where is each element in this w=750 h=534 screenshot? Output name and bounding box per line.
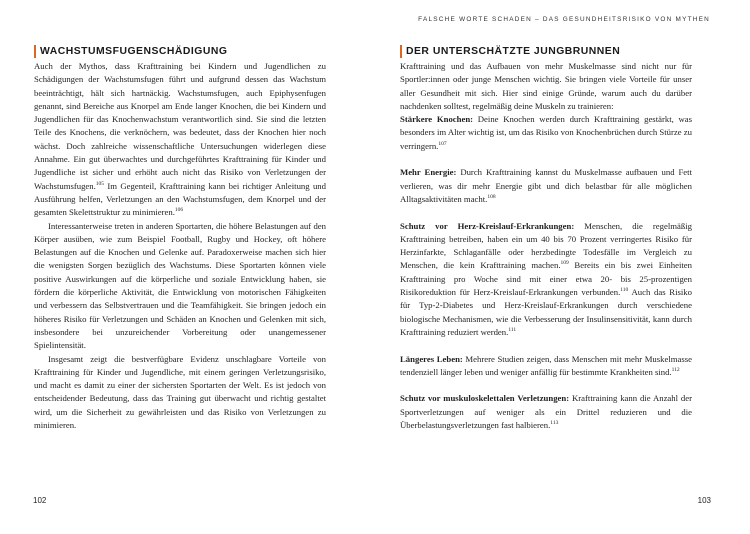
body-paragraph <box>34 60 326 220</box>
spacer <box>400 379 692 392</box>
paragraph-text: Auch der Mythos, dass Krafttraining bei Kindern und Jugendlichen zu Schädigungen der Wachstumsfugen führt und aufgrund dessen das Wachstum beeinträchtigt, hält sich hartnäckig. Wachstumsfugen, auch Epiphysenfugen genannt, sind Bereiche aus Knorpel am Ende langer Knochen, die bei Kindern und Jugendlichen für das Knochenwachstum verantwortlich sind. Sie sind die letzten Teile des Knochens, die verknöchern, was bedeutet, dass der Knochen hier noch wächst. Doch zahlreiche wissenschaftliche Untersuchungen widerlegen diese Annahme. Ein gut überwachtes und durchgeführtes Krafttraining für Kinder und Jugendliche ist sicher und erhöht auch nicht das Risiko von Verletzungen der Wachstumsfugen. <box>34 61 326 191</box>
page-number: 103 <box>697 496 711 505</box>
spacer <box>400 153 692 166</box>
benefit-label: Mehr Energie: <box>400 167 457 178</box>
left-column <box>34 45 326 432</box>
footnote-ref: 107 <box>438 140 447 147</box>
right-page <box>375 0 750 534</box>
paragraph-text: Im Gegenteil, Krafttraining kann bei richtiger Anleitung und Ausführung helfen, Verletzungen an den Wachstumsfugen, dem Knorpel und der gesamten Skelettstruktur zu minimieren. <box>34 180 326 218</box>
benefit-label: Längeres Leben: <box>400 353 463 364</box>
footnote-ref: 113 <box>550 420 559 427</box>
footnote-ref: 112 <box>671 366 680 373</box>
benefit-text: Mehrere Studien zeigen, dass Menschen mit mehr Muskelmasse tendenziell länger leben und weniger anfällig für bestimmte Krankheiten sind. <box>400 353 692 377</box>
footnote-ref: 108 <box>487 194 496 201</box>
section-heading-wachstumsfugen: WACHSTUMSFUGENSCHÄDIGUNG <box>34 45 326 58</box>
footnote-ref: 106 <box>174 207 184 214</box>
benefit-label: Stärkere Knochen: <box>400 114 474 125</box>
spacer <box>400 339 692 352</box>
footnote-ref: 110 <box>620 287 629 294</box>
page-number: 102 <box>33 496 47 505</box>
benefit-item <box>400 353 692 380</box>
benefit-text: Deine Knochen werden durch Krafttraining gestärkt, was besonders im Alter wichtig ist, um das Risiko von Knochenbrüchen durch Stürze zu verringern. <box>400 114 692 151</box>
right-column <box>400 45 692 432</box>
spacer <box>400 206 692 219</box>
benefit-item <box>400 392 692 432</box>
benefit-text: Menschen, die regelmäßig Krafttraining betreiben, haben ein um 40 bis 70 Prozent verringertes Risiko für Herzinfarkte, Schlaganfälle oder herzbedingte Todesfälle im Vergleich zu Menschen, die kein Krafttraining machen. <box>400 220 692 271</box>
body-paragraph: Insgesamt zeigt die bestverfügbare Evidenz unschlagbare Vorteile von Krafttraining für Kinder und Jugendliche, mit einem geringen Verletzungsrisiko, und macht es damit zu einer der sichersten Sportarten der Welt. Es ist jedoch von entscheidender Bedeutung, dass das Training gut überwacht und richtig gestaltet wird, um die Sicherheit zu gewährleisten und das Risiko von Verletzungen zu minimieren. <box>34 353 326 431</box>
benefit-text: Bereits ein bis zwei Einheiten Krafttraining pro Woche sind mit einer etwa 20- bis 25-prozentigen Risikoreduktion für Herz-Kreislauf-Erkrankungen verbunden. <box>400 260 692 298</box>
benefit-text: Krafttraining kann die Anzahl der Sportverletzungen auf weniger als ein Drittel reduzieren und die Überbelastungsverletzungen fast halbieren. <box>400 393 692 431</box>
benefit-label: Schutz vor muskuloskelettalen Verletzungen: <box>400 393 570 404</box>
benefit-item <box>400 113 692 153</box>
benefit-item <box>400 166 692 206</box>
body-paragraph: Interessanterweise treten in anderen Sportarten, die höhere Belastungen auf den Körper ausüben, wie zum Beispiel Football, Rugby und Hockey, oft höhere Belastungen auf die Knochen und Gelenke auf. Paradoxerweise machen sich hier die wenigsten Sorgen bezüglich des Wachstums. Diese Sportarten können viele positive Auswirkungen auf die körperliche und soziale Entwicklung haben, sie fördern die körperliche Aktivität, die Entwicklung von motorischen Fähigkeiten und verbessern das Selbstvertrauen und die Teamfähigkeit. Sie bringen jedoch ein höheres Risiko für Verletzungen und Schäden an Knochen und Gelenken mit sich, insbesondere bei unzureichender Vorbereitung oder unangemessener Spielintensität. <box>34 220 326 351</box>
running-header: FALSCHE WORTE SCHADEN – DAS GESUNDHEITSRISIKO VON MYTHEN <box>418 16 710 23</box>
benefit-label: Schutz vor Herz-Kreislauf-Erkrankungen: <box>400 220 575 231</box>
footnote-ref: 109 <box>560 260 569 267</box>
benefit-text: Auch das Risiko für Typ-2-Diabetes und Herz-Kreislauf-Erkrankungen durch verschiedene biologische Mechanismen, wie die Verbesserung der Insulinsensitivität, kann durch Krafttraining reduziert werden. <box>400 287 692 337</box>
benefit-item <box>400 220 692 340</box>
footnote-ref: 105 <box>95 180 105 187</box>
benefit-text: Durch Krafttraining kannst du Muskelmasse aufbauen und Fett verlieren, was dir mehr Energie gibt und dich belastbar für alle möglichen Alltagsaktivitäten macht. <box>400 167 692 204</box>
intro-paragraph: Krafttraining und das Aufbauen von mehr Muskelmasse sind nicht nur für Sportler:innen oder junge Menschen wichtig. Sie bringen viele Vorteile für unser aller Gesundheit mit sich. Hier sind einige Gründe, warum auch du darüber nachdenken solltest, regelmäßig deine Muskeln zu trainieren: <box>400 61 692 111</box>
section-heading-jungbrunnen: DER UNTERSCHÄTZTE JUNGBRUNNEN <box>400 45 692 58</box>
footnote-ref: 111 <box>508 327 517 334</box>
